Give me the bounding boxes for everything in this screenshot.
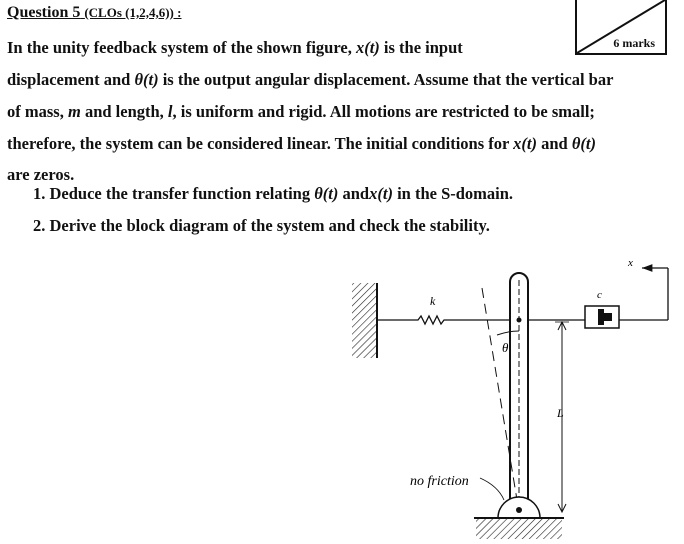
task-2: 2. Derive the block diagram of the system and check the stability. [33,216,490,235]
pivot-label: no friction [410,474,469,489]
question-line-1: In the unity feedback system of the shown figure, x(t) is the input [7,38,463,57]
marks-label: 6 marks [613,36,655,50]
vertical-bar [510,273,528,516]
question-line-3: of mass, m and length, l, is uniform and rigid. All motions are restricted to be small; [7,102,595,121]
question-line-2: displacement and θ(t) is the output angular displacement. Assume that the vertical bar [7,70,614,89]
damper-label: c [597,289,602,301]
clos-label: (CLOs (1,2,4,6)) : [84,5,182,20]
question-line-5: are zeros. [7,165,75,184]
input-label: x [628,257,633,269]
damper [585,306,668,328]
angle-label: θ [502,340,509,355]
left-wall [352,283,377,358]
pivot-hinge [474,497,564,539]
spring [377,316,512,324]
question-number: Question 5 [7,4,81,21]
task-1: 1. Deduce the transfer function relating θ(t) andx(t) in the S-domain. [33,184,514,203]
spring-label: k [430,294,436,308]
pivot-leader-line [480,478,504,500]
question-line-4: therefore, the system can be considered linear. The initial conditions for x(t) and θ(t) [7,134,596,153]
length-label: L [557,406,564,420]
